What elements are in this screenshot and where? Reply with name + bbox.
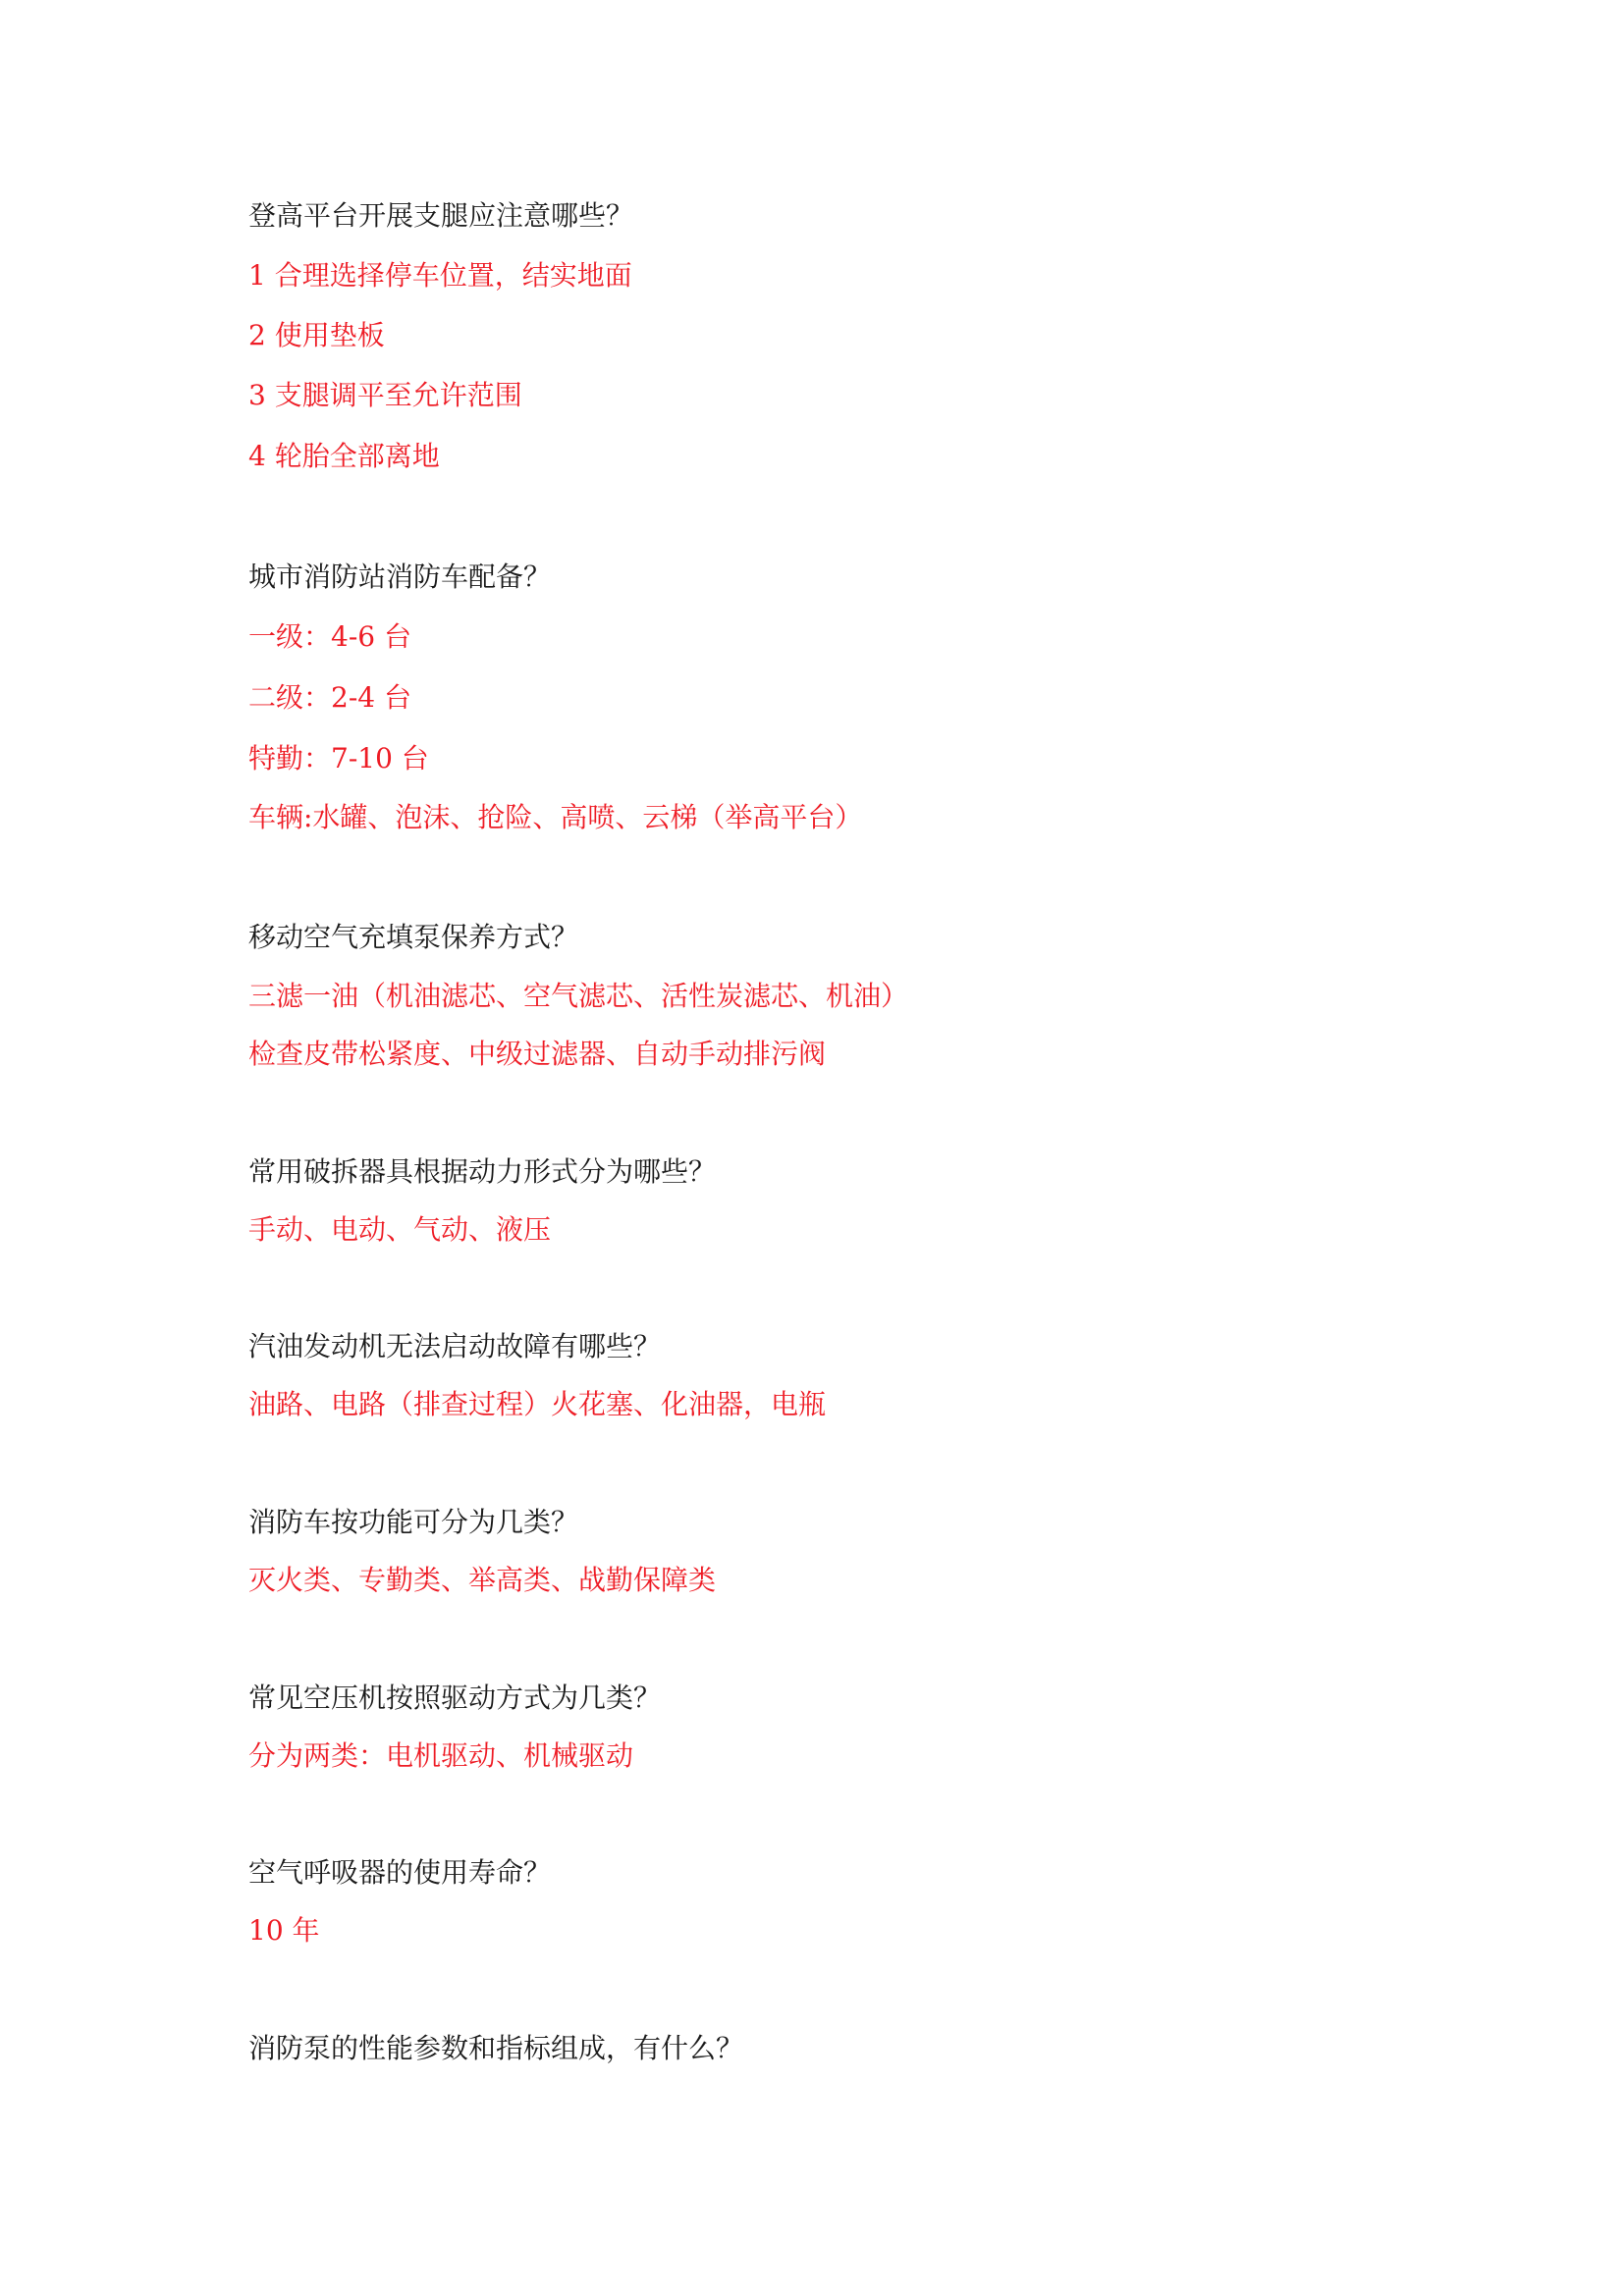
- answer-3-1: 三滤一油（机油滤芯、空气滤芯、活性炭滤芯、机油）: [248, 980, 909, 1012]
- answer-2-3: 特勤：7-10 台: [248, 742, 429, 774]
- answer-1-1: 1 合理选择停车位置，结实地面: [248, 259, 632, 292]
- answer-2-1: 一级：4-6 台: [248, 620, 411, 653]
- answer-3-2: 检查皮带松紧度、中级过滤器、自动手动排污阀: [248, 1038, 827, 1070]
- answer-2-2: 二级：2-4 台: [248, 681, 411, 714]
- question-6: 消防车按功能可分为几类？: [248, 1506, 579, 1538]
- answer-8-1: 10 年: [248, 1914, 320, 1947]
- question-4: 常用破拆器具根据动力形式分为哪些？: [248, 1155, 717, 1188]
- question-7: 常见空压机按照驱动方式为几类？: [248, 1682, 662, 1714]
- question-3: 移动空气充填泵保养方式？: [248, 921, 579, 953]
- question-5: 汽油发动机无法启动故障有哪些？: [248, 1330, 662, 1362]
- answer-1-4: 4 轮胎全部离地: [248, 440, 440, 472]
- answer-6-1: 灭火类、专勤类、举高类、战勤保障类: [248, 1564, 717, 1596]
- answer-4-1: 手动、电动、气动、液压: [248, 1213, 552, 1246]
- answer-1-2: 2 使用垫板: [248, 319, 385, 351]
- question-1: 登高平台开展支腿应注意哪些？: [248, 199, 634, 232]
- answer-2-4: 车辆:水罐、泡沫、抢险、高喷、云梯（举高平台）: [248, 801, 863, 833]
- answer-7-1: 分为两类：电机驱动、机械驱动: [248, 1739, 634, 1772]
- answer-5-1: 油路、电路（排查过程）火花塞、化油器，电瓶: [248, 1388, 827, 1420]
- question-9: 消防泵的性能参数和指标组成，有什么？: [248, 2032, 744, 2064]
- question-8: 空气呼吸器的使用寿命？: [248, 1856, 552, 1889]
- answer-1-3: 3 支腿调平至允许范围: [248, 379, 522, 411]
- question-2: 城市消防站消防车配备？: [248, 561, 552, 593]
